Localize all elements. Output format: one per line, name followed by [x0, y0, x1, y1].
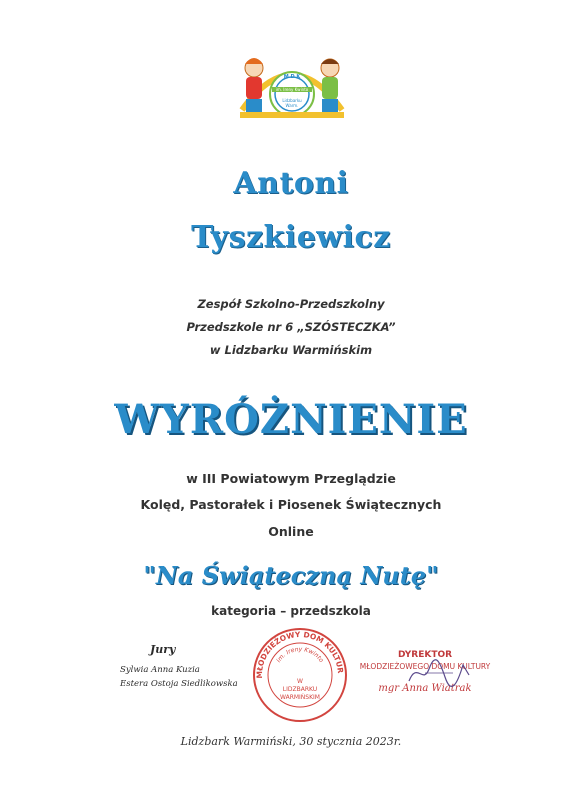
event-category: kategoria – przedszkola: [211, 604, 371, 618]
director-name: mgr Anna Wiatrak: [378, 683, 472, 694]
place-date: Lidzbark Warmiński, 30 stycznia 2023r.: [180, 735, 402, 748]
stamp-top-text: MŁODZIEŻOWY DOM KULTUR: [254, 629, 346, 679]
school-line-2: Przedszkole nr 6 „SZÓSTECZKA”: [186, 320, 396, 334]
jury-heading: Jury: [150, 643, 176, 656]
institution-stamp: [250, 625, 350, 725]
stamp-middle-text: im. Ireny Kwinto: [275, 645, 325, 664]
director-institution: MŁODZIEŻOWEGO DOMU KULTURY: [359, 662, 491, 671]
event-line-3: Online: [268, 524, 314, 539]
logo-banner-text: im. Ireny Kwinto: [272, 87, 312, 92]
stamp-bottom-3: WARMIŃSKIM: [279, 694, 321, 701]
logo-ring-text: M D K: [283, 74, 301, 80]
event-name: "Na Świąteczną Nutę": [143, 561, 439, 590]
school-line-3: w Lidzbarku Warmińskim: [209, 343, 373, 357]
award-title: WYRÓŻNIENIE: [114, 396, 468, 443]
director-signature: [405, 655, 475, 691]
logo-city-text: Lidzbarku Warm.: [282, 98, 302, 108]
recipient-first-name: Antoni: [233, 166, 349, 201]
stamp-bottom-2: LIDZBARKU: [282, 686, 318, 693]
jury-member-1: Sylwia Anna Kuzia: [120, 665, 200, 675]
jury-member-2: Estera Ostoja Siedlikowska: [120, 679, 238, 689]
director-title: DYREKTOR: [397, 650, 453, 660]
recipient-last-name: Tyszkiewicz: [191, 220, 391, 255]
mdk-logo: [232, 50, 352, 122]
event-line-2: Kolęd, Pastorałek i Piosenek Świątecznych: [140, 497, 442, 512]
event-line-1: w III Powiatowym Przeglądzie: [186, 471, 396, 486]
school-line-1: Zespół Szkolno-Przedszkolny: [197, 297, 385, 311]
stamp-bottom-1: W: [297, 678, 303, 685]
